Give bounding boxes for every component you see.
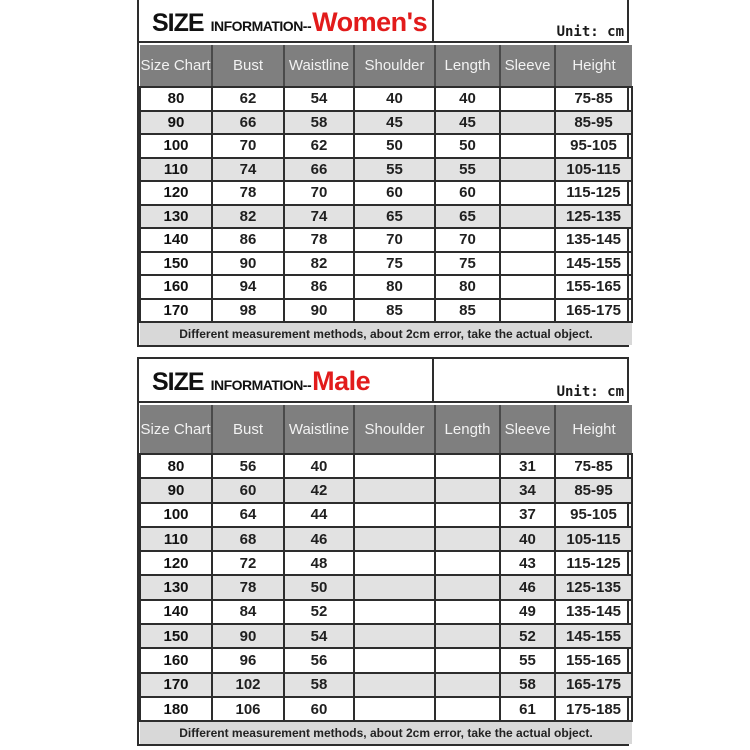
table-row-80 [140, 454, 632, 478]
size-cell: 100 [140, 503, 212, 527]
cell-height: 165-175 [555, 299, 632, 323]
cell-sleeve: 37 [500, 503, 555, 527]
cell-height: 75-85 [555, 87, 632, 111]
cell-length: 60 [435, 181, 500, 205]
cell-sleeve [500, 87, 555, 111]
cell-waistline: 74 [284, 205, 354, 229]
col-header-length: Length [435, 404, 500, 454]
footer-row [140, 721, 632, 744]
cell-bust: 96 [212, 648, 284, 672]
male-table-title [139, 359, 432, 401]
cell-shoulder [354, 648, 435, 672]
cell-bust: 78 [212, 575, 284, 599]
size-cell: 130 [140, 575, 212, 599]
header-row [140, 44, 632, 87]
cell-shoulder [354, 600, 435, 624]
table-row-130 [140, 575, 632, 599]
cell-sleeve: 46 [500, 575, 555, 599]
cell-waistline: 44 [284, 503, 354, 527]
table-row-150 [140, 624, 632, 648]
womens-size-table-section [137, 0, 629, 347]
col-header-height: Height [555, 404, 632, 454]
unit-label: Unit: cm [556, 384, 624, 400]
cell-height: 95-105 [555, 134, 632, 158]
cell-height: 95-105 [555, 503, 632, 527]
cell-sleeve: 61 [500, 697, 555, 721]
cell-shoulder [354, 624, 435, 648]
male-size-table-section [137, 357, 629, 746]
cell-waistline: 42 [284, 478, 354, 502]
cell-waistline: 52 [284, 600, 354, 624]
cell-height: 145-155 [555, 624, 632, 648]
table-row-90 [140, 478, 632, 502]
cell-bust: 82 [212, 205, 284, 229]
cell-shoulder [354, 503, 435, 527]
table-row-140 [140, 600, 632, 624]
table-row-170 [140, 299, 632, 323]
table-row-120 [140, 551, 632, 575]
size-cell: 150 [140, 624, 212, 648]
cell-shoulder: 85 [354, 299, 435, 323]
cell-height: 75-85 [555, 454, 632, 478]
cell-bust: 66 [212, 111, 284, 135]
cell-bust: 68 [212, 527, 284, 551]
cell-length: 70 [435, 228, 500, 252]
col-header-height: Height [555, 44, 632, 87]
cell-bust: 64 [212, 503, 284, 527]
cell-bust: 70 [212, 134, 284, 158]
size-cell: 180 [140, 697, 212, 721]
size-cell: 160 [140, 648, 212, 672]
measurement-disclaimer: Different measurement methods, about 2cm error, take the actual object. [140, 721, 632, 744]
cell-waistline: 58 [284, 111, 354, 135]
cell-waistline: 48 [284, 551, 354, 575]
cell-height: 125-135 [555, 205, 632, 229]
cell-sleeve: 40 [500, 527, 555, 551]
cell-shoulder: 75 [354, 252, 435, 276]
cell-bust: 90 [212, 624, 284, 648]
cell-shoulder [354, 575, 435, 599]
womens-table-title [139, 0, 432, 41]
cell-height: 155-165 [555, 648, 632, 672]
table-row-180 [140, 697, 632, 721]
cell-bust: 60 [212, 478, 284, 502]
cell-bust: 94 [212, 275, 284, 299]
cell-shoulder: 65 [354, 205, 435, 229]
cell-waistline: 70 [284, 181, 354, 205]
measurement-disclaimer: Different measurement methods, about 2cm error, take the actual object. [140, 322, 632, 345]
header-row [140, 404, 632, 454]
title-size-text: SIZE [152, 368, 204, 396]
col-header-length: Length [435, 44, 500, 87]
cell-sleeve: 34 [500, 478, 555, 502]
cell-sleeve [500, 228, 555, 252]
cell-height: 175-185 [555, 697, 632, 721]
cell-sleeve: 58 [500, 673, 555, 697]
cell-height: 115-125 [555, 181, 632, 205]
table-row-80 [140, 87, 632, 111]
cell-height: 105-115 [555, 158, 632, 182]
title-gender-text: Women's [312, 7, 428, 37]
table-row-160 [140, 648, 632, 672]
cell-sleeve: 55 [500, 648, 555, 672]
cell-length [435, 648, 500, 672]
size-cell: 170 [140, 299, 212, 323]
col-header-sleeve: Sleeve [500, 44, 555, 87]
table-row-130 [140, 205, 632, 229]
col-header-shoulder: Shoulder [354, 44, 435, 87]
cell-bust: 78 [212, 181, 284, 205]
table-row-150 [140, 252, 632, 276]
cell-waistline: 54 [284, 87, 354, 111]
col-header-waistline: Waistline [284, 404, 354, 454]
cell-length [435, 575, 500, 599]
cell-sleeve [500, 158, 555, 182]
title-size-text: SIZE [152, 9, 204, 37]
cell-bust: 72 [212, 551, 284, 575]
cell-length [435, 673, 500, 697]
cell-shoulder: 55 [354, 158, 435, 182]
size-cell: 120 [140, 551, 212, 575]
col-header-shoulder: Shoulder [354, 404, 435, 454]
title-information-text: INFORMATION-- [210, 18, 312, 34]
cell-length: 45 [435, 111, 500, 135]
size-cell: 150 [140, 252, 212, 276]
cell-sleeve [500, 181, 555, 205]
cell-sleeve: 52 [500, 624, 555, 648]
male-size-table [139, 403, 633, 744]
table-row-110 [140, 527, 632, 551]
cell-bust: 86 [212, 228, 284, 252]
cell-waistline: 62 [284, 134, 354, 158]
size-cell: 160 [140, 275, 212, 299]
cell-length: 50 [435, 134, 500, 158]
cell-waistline: 46 [284, 527, 354, 551]
cell-waistline: 82 [284, 252, 354, 276]
cell-waistline: 58 [284, 673, 354, 697]
size-cell: 90 [140, 111, 212, 135]
cell-length [435, 600, 500, 624]
table-row-170 [140, 673, 632, 697]
cell-length [435, 527, 500, 551]
cell-length: 40 [435, 87, 500, 111]
cell-height: 85-95 [555, 111, 632, 135]
cell-height: 135-145 [555, 228, 632, 252]
size-cell: 110 [140, 527, 212, 551]
cell-length [435, 697, 500, 721]
size-cell: 80 [140, 87, 212, 111]
size-cell: 140 [140, 228, 212, 252]
cell-shoulder: 60 [354, 181, 435, 205]
cell-sleeve [500, 111, 555, 135]
cell-sleeve [500, 205, 555, 229]
cell-length [435, 454, 500, 478]
male-unit-cell [432, 359, 627, 401]
cell-bust: 84 [212, 600, 284, 624]
cell-waistline: 86 [284, 275, 354, 299]
table-row-100 [140, 134, 632, 158]
cell-shoulder: 45 [354, 111, 435, 135]
cell-bust: 102 [212, 673, 284, 697]
cell-waistline: 40 [284, 454, 354, 478]
cell-shoulder: 40 [354, 87, 435, 111]
cell-height: 85-95 [555, 478, 632, 502]
cell-shoulder [354, 454, 435, 478]
cell-height: 105-115 [555, 527, 632, 551]
table-row-160 [140, 275, 632, 299]
cell-bust: 90 [212, 252, 284, 276]
size-cell: 110 [140, 158, 212, 182]
cell-height: 125-135 [555, 575, 632, 599]
cell-height: 115-125 [555, 551, 632, 575]
cell-height: 145-155 [555, 252, 632, 276]
footer-row [140, 322, 632, 345]
cell-length: 85 [435, 299, 500, 323]
cell-sleeve: 49 [500, 600, 555, 624]
cell-length: 80 [435, 275, 500, 299]
table-row-140 [140, 228, 632, 252]
male-title-row [139, 359, 627, 403]
cell-sleeve [500, 275, 555, 299]
cell-waistline: 60 [284, 697, 354, 721]
cell-waistline: 66 [284, 158, 354, 182]
col-header-size-chart: Size Chart [140, 44, 212, 87]
table-row-110 [140, 158, 632, 182]
size-cell: 130 [140, 205, 212, 229]
col-header-bust: Bust [212, 404, 284, 454]
cell-shoulder: 50 [354, 134, 435, 158]
cell-height: 165-175 [555, 673, 632, 697]
cell-bust: 106 [212, 697, 284, 721]
cell-bust: 98 [212, 299, 284, 323]
cell-waistline: 54 [284, 624, 354, 648]
unit-label: Unit: cm [556, 24, 624, 40]
cell-sleeve: 31 [500, 454, 555, 478]
size-cell: 80 [140, 454, 212, 478]
col-header-sleeve: Sleeve [500, 404, 555, 454]
cell-length [435, 624, 500, 648]
size-cell: 140 [140, 600, 212, 624]
cell-waistline: 90 [284, 299, 354, 323]
cell-sleeve [500, 299, 555, 323]
cell-length [435, 503, 500, 527]
cell-shoulder [354, 478, 435, 502]
cell-shoulder [354, 551, 435, 575]
cell-shoulder [354, 527, 435, 551]
cell-bust: 74 [212, 158, 284, 182]
womens-unit-cell [432, 0, 627, 41]
col-header-waistline: Waistline [284, 44, 354, 87]
size-cell: 170 [140, 673, 212, 697]
title-information-text: INFORMATION-- [210, 377, 312, 393]
womens-title-row [139, 0, 627, 43]
cell-waistline: 50 [284, 575, 354, 599]
table-row-120 [140, 181, 632, 205]
cell-sleeve [500, 134, 555, 158]
cell-shoulder: 70 [354, 228, 435, 252]
cell-shoulder: 80 [354, 275, 435, 299]
table-row-90 [140, 111, 632, 135]
size-cell: 90 [140, 478, 212, 502]
cell-waistline: 78 [284, 228, 354, 252]
col-header-size-chart: Size Chart [140, 404, 212, 454]
cell-bust: 56 [212, 454, 284, 478]
cell-length: 65 [435, 205, 500, 229]
cell-bust: 62 [212, 87, 284, 111]
womens-size-table [139, 43, 633, 345]
cell-length [435, 478, 500, 502]
title-gender-text: Male [312, 366, 371, 396]
cell-sleeve [500, 252, 555, 276]
cell-length: 55 [435, 158, 500, 182]
col-header-bust: Bust [212, 44, 284, 87]
table-row-100 [140, 503, 632, 527]
size-cell: 120 [140, 181, 212, 205]
cell-shoulder [354, 697, 435, 721]
cell-height: 135-145 [555, 600, 632, 624]
cell-sleeve: 43 [500, 551, 555, 575]
cell-height: 155-165 [555, 275, 632, 299]
cell-waistline: 56 [284, 648, 354, 672]
cell-length: 75 [435, 252, 500, 276]
cell-shoulder [354, 673, 435, 697]
cell-length [435, 551, 500, 575]
size-cell: 100 [140, 134, 212, 158]
